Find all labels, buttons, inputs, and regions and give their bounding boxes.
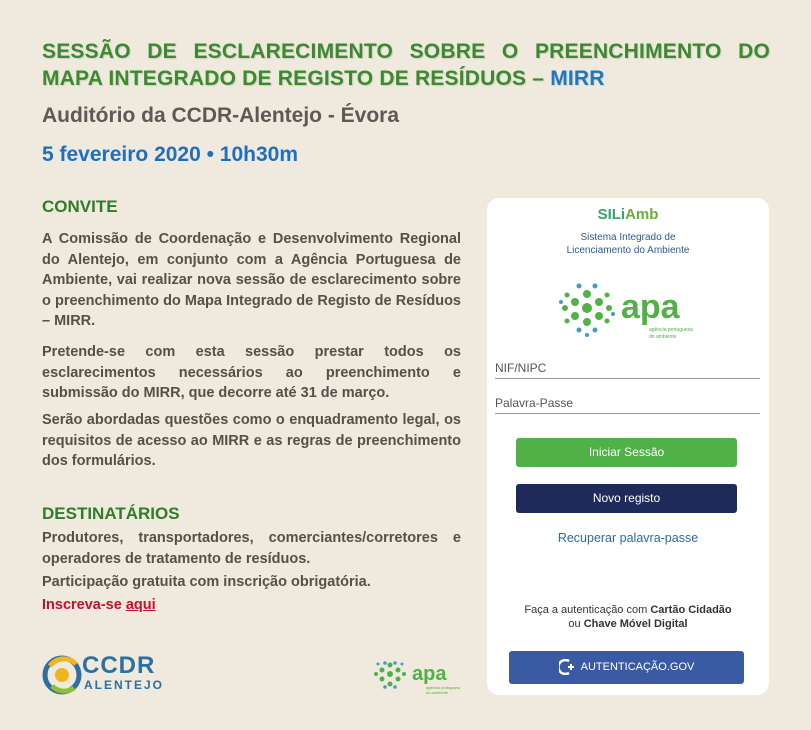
register-button[interactable]: Novo registo <box>516 484 737 513</box>
apa-footer-wordmark: apa <box>412 663 447 685</box>
signup-line <box>42 597 156 613</box>
venue: Auditório da CCDR-Alentejo - Évora <box>42 104 400 127</box>
event-date: 5 fevereiro 2020 • 10h30m <box>42 143 299 166</box>
siliamb-sub-line-2: Licenciamento do Ambiente <box>566 245 690 256</box>
page-title <box>42 38 770 92</box>
recover-password-link[interactable]: Recuperar palavra-passe <box>557 531 699 545</box>
siliamb-name <box>487 206 769 223</box>
invite-paragraph-1: A Comissão de Coordenação e Desenvolvimento Regional do Alentejo, em conjunto com a Agência Portuguesa de Ambiente, vai realizar nova sessão de esclarecimento sobre o preenchimento do Mapa Integrado de Registo de Resíduos – MIRR. <box>42 231 461 329</box>
invite-paragraph-3: Serão abordadas questões como o enquadramento legal, os requisitos de acesso ao MIRR e as regras de preenchimento dos formulários. <box>42 412 461 469</box>
apa-footer-tagline-2: do ambiente <box>426 690 449 695</box>
siliamb-logo <box>487 206 769 257</box>
siliamb-subtitle <box>487 231 769 257</box>
invite-paragraph-2: Pretende-se com esta sessão prestar todos os esclarecimentos necessários ao preenchimento e submissão do MIRR, que decorre até 31 de março. <box>42 344 461 401</box>
apa-card-tagline-2: do ambiente <box>649 334 677 340</box>
ccdr-logo <box>42 652 165 698</box>
password-input[interactable]: Palavra-Passe <box>495 396 760 414</box>
signup-prefix: Inscreva-se <box>42 597 126 613</box>
login-card <box>487 198 769 695</box>
siliamb-sub-line-1: Sistema Integrado de <box>580 232 676 243</box>
nif-input[interactable]: NIF/NIPC <box>495 361 760 379</box>
siliamb-prefix: SILi <box>597 206 626 223</box>
audience-heading: DESTINATÁRIOS <box>42 504 180 523</box>
auth-cartao-cidadao: Cartão Cidadão <box>650 604 732 616</box>
audience-paragraph: Produtores, transportadores, comerciantes/corretores e operadores de tratamento de resíduos. <box>42 530 461 567</box>
title-mirr: MIRR <box>550 67 605 90</box>
autenticacao-gov-button[interactable] <box>509 651 744 684</box>
auth-prefix: Faça a autenticação com <box>524 604 651 616</box>
signup-link[interactable]: aqui <box>125 597 156 613</box>
auth-or: ou <box>568 618 584 630</box>
apa-logo-footer <box>370 654 460 698</box>
apa-card-tagline-1: agência portuguesa <box>649 327 693 333</box>
invite-heading: CONVITE <box>42 197 118 216</box>
auth-instructions <box>487 603 769 631</box>
participation-note: Participação gratuita com inscrição obrigatória. <box>42 574 371 590</box>
apa-card-wordmark: apa <box>621 288 680 326</box>
ccdr-name: CCDR <box>82 652 156 679</box>
apa-card-emblem-icon <box>557 280 707 344</box>
title-text: SESSÃO DE ESCLARECIMENTO SOBRE O PREENCHIMENTO DO MAPA INTEGRADO DE REGISTO DE RESÍDUOS – <box>42 40 770 90</box>
siliamb-suffix: Amb <box>625 206 659 223</box>
login-button[interactable]: Iniciar Sessão <box>516 438 737 467</box>
apa-logo-card <box>557 280 707 344</box>
ccdr-emblem-icon <box>42 652 82 698</box>
apa-emblem-icon <box>370 654 460 698</box>
gov-button-label: AUTENTICAÇÃO.GOV <box>580 661 695 673</box>
auth-chave-movel: Chave Móvel Digital <box>583 618 688 630</box>
apa-footer-tagline-1: agência portuguesa <box>426 685 460 690</box>
gov-key-icon <box>559 659 575 675</box>
ccdr-region: ALENTEJO <box>84 678 165 692</box>
